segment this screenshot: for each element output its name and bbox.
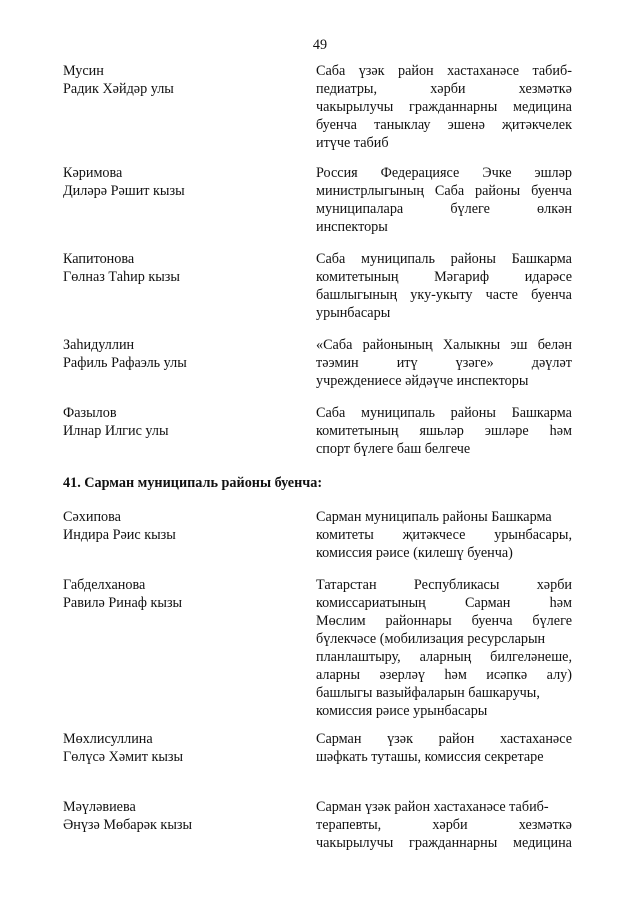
position-word: җитәкчелек	[502, 117, 572, 133]
person-name	[63, 62, 303, 98]
position-line	[316, 816, 572, 834]
position-word: районы	[450, 251, 496, 267]
position-word: итүче табиб	[316, 135, 389, 151]
position-word: Саба	[316, 251, 346, 267]
position-word: буенча	[531, 287, 572, 303]
position-word: комиссариатының	[316, 595, 426, 611]
position-description	[316, 576, 572, 720]
person-name-line: Заһидуллин	[63, 337, 135, 353]
position-line	[316, 576, 572, 594]
position-word: министрлыгының	[316, 183, 425, 199]
position-word: часте	[485, 287, 518, 303]
position-word: Башкарма	[511, 405, 572, 421]
position-line	[316, 182, 572, 200]
position-description	[316, 250, 572, 322]
position-word: хастаханәсе	[499, 731, 572, 747]
page-number: 49	[312, 37, 328, 53]
position-word: муниципалара	[316, 201, 404, 217]
position-word: «Саба	[316, 337, 353, 353]
position-word: үзәк	[358, 63, 385, 79]
position-line	[316, 702, 572, 720]
position-word: гражданнарны	[409, 835, 498, 851]
position-word: районының	[362, 337, 433, 353]
position-word: Башкарма	[511, 251, 572, 267]
position-word: Федерациясе	[380, 165, 460, 181]
position-line	[316, 372, 572, 390]
position-word: комитетының	[316, 423, 399, 439]
person-name-line: Гөлназ Таһир кызы	[63, 269, 180, 285]
position-line	[316, 304, 572, 322]
position-word: медицина	[513, 835, 572, 851]
person-name	[63, 798, 303, 834]
position-line	[316, 404, 572, 422]
position-line	[316, 268, 572, 286]
person-name	[63, 250, 303, 286]
position-line	[316, 200, 572, 218]
position-word: терапевты,	[316, 817, 382, 833]
position-word: әзерләү	[379, 667, 426, 683]
position-word: бүлеге	[450, 201, 490, 217]
person-name-line: Фазылов	[63, 405, 117, 421]
position-word: учреждениесе әйдәүче инспекторы	[316, 373, 529, 389]
position-line	[316, 134, 572, 152]
position-line	[316, 250, 572, 268]
position-word: алу)	[546, 667, 572, 683]
position-line	[316, 286, 572, 304]
person-name-line: Рафиль Рафаэль улы	[63, 355, 187, 371]
position-word: табиб-	[532, 63, 572, 79]
person-name	[63, 164, 303, 200]
position-word: уку-укыту	[410, 287, 473, 303]
position-word: район	[438, 731, 475, 747]
position-word: билгеләнеше,	[490, 649, 572, 665]
position-word: үзәге»	[455, 355, 494, 371]
position-word: районы	[450, 405, 496, 421]
position-word: Саба	[434, 183, 465, 199]
position-word: чакырылучы	[316, 99, 394, 115]
position-word: районы	[475, 183, 521, 199]
position-word: урынбасары	[316, 305, 391, 321]
position-word: бүлеге	[532, 613, 572, 629]
person-name-line: Капитонова	[63, 251, 135, 267]
position-word: буенча	[316, 117, 357, 133]
position-word: буенча	[471, 613, 513, 629]
position-word: шәфкать туташы, комиссия секретаре	[316, 749, 544, 765]
position-word: Сарман	[464, 595, 511, 611]
position-line	[316, 730, 572, 748]
position-line	[316, 218, 572, 236]
position-word: дәүләт	[531, 355, 572, 371]
person-name-line: Радик Хәйдәр улы	[63, 81, 174, 97]
position-line	[316, 336, 572, 354]
position-line	[316, 80, 572, 98]
person-name	[63, 508, 303, 544]
position-word: Саба	[316, 63, 346, 79]
position-description	[316, 336, 572, 390]
position-word: Мәгариф	[434, 269, 490, 285]
position-word: эш	[510, 337, 528, 353]
person-name-line: Әнүзә Мөбарәк кызы	[63, 817, 192, 833]
position-word: медицина	[513, 99, 572, 115]
person-name-line: Илнар Илгис улы	[63, 423, 169, 439]
position-word: муниципаль	[360, 251, 435, 267]
position-line	[316, 594, 572, 612]
person-name	[63, 336, 303, 372]
position-word: спорт бүлеге баш белгече	[316, 441, 471, 457]
position-word: һәм	[549, 423, 572, 439]
position-line	[316, 666, 572, 684]
position-line	[316, 630, 572, 648]
position-word: эшенә	[447, 117, 485, 133]
person-name	[63, 576, 303, 612]
position-word: хастаханәсе	[447, 63, 520, 79]
position-word: тәэмин	[316, 355, 359, 371]
person-name-line: Диләрә Рәшит кызы	[63, 183, 185, 199]
position-line	[316, 648, 572, 666]
position-word: үзәк	[387, 731, 413, 747]
position-line	[316, 834, 572, 852]
position-word: башлыгының	[316, 287, 398, 303]
position-word: башлыгы вазыйфаларын башкаручы,	[316, 685, 540, 701]
person-name-line: Мусин	[63, 63, 104, 79]
position-line	[316, 62, 572, 80]
position-word: Россия	[316, 165, 358, 181]
position-word: Сарман муниципаль районы Башкарма	[316, 509, 552, 525]
position-word: комитетының	[316, 269, 399, 285]
person-name-line: Мөхлисуллина	[63, 731, 153, 747]
position-line	[316, 116, 572, 134]
position-description	[316, 798, 572, 852]
position-word: районнары	[385, 613, 452, 629]
position-word: Сарман	[316, 731, 362, 747]
position-word: итү	[396, 355, 418, 371]
position-word: планлаштыру,	[316, 649, 401, 665]
position-word: Халыкны	[442, 337, 501, 353]
position-line	[316, 98, 572, 116]
position-word: Саба	[316, 405, 346, 421]
position-word: бүлекчәсе (мобилизация ресурсларын	[316, 631, 546, 647]
position-description	[316, 164, 572, 236]
position-line	[316, 164, 572, 182]
position-word: комиссия рәисе (килешү буенча)	[316, 545, 513, 561]
position-line	[316, 508, 572, 526]
person-name-line: Сәхипова	[63, 509, 121, 525]
position-word: район	[397, 63, 434, 79]
position-line	[316, 612, 572, 630]
person-name	[63, 730, 303, 766]
position-word: Татарстан	[316, 577, 377, 593]
person-name-line: Индира Рәис кызы	[63, 527, 176, 543]
position-line	[316, 684, 572, 702]
position-line	[316, 544, 572, 562]
position-line	[316, 422, 572, 440]
position-word: идарәсе	[524, 269, 572, 285]
position-word: хезмәткә	[518, 817, 572, 833]
position-word: комитеты	[316, 527, 374, 543]
position-word: өлкән	[537, 201, 572, 217]
position-word: хәрби	[432, 817, 468, 833]
position-description	[316, 404, 572, 458]
position-word: аларның	[419, 649, 472, 665]
position-word: муниципаль	[360, 405, 435, 421]
position-description	[316, 730, 572, 766]
person-name-line: Габделханова	[63, 577, 146, 593]
position-word: җитәкчесе	[402, 527, 466, 543]
person-name-line: Кәримова	[63, 165, 123, 181]
position-line	[316, 354, 572, 372]
position-word: буенча	[531, 183, 572, 199]
person-name-line: Мәүләвиева	[63, 799, 136, 815]
person-name-line: Равилә Ринаф кызы	[63, 595, 183, 611]
position-description	[316, 62, 572, 152]
position-word: чакырылучы	[316, 835, 394, 851]
position-line	[316, 798, 572, 816]
position-line	[316, 526, 572, 544]
position-word: белән	[537, 337, 572, 353]
position-word: педиатры,	[316, 81, 377, 97]
position-word: Сарман үзәк район хастаханәсе табиб-	[316, 799, 549, 815]
position-word: исәпкә	[486, 667, 528, 683]
position-word: Эчке	[482, 165, 512, 181]
position-word: һәм	[444, 667, 467, 683]
position-word: эшләре	[484, 423, 529, 439]
position-word: хәрби	[536, 577, 572, 593]
person-name-line: Гөлүсә Хәмит кызы	[63, 749, 184, 765]
position-word: урынбасары,	[494, 527, 572, 543]
position-word: эшләр	[534, 165, 572, 181]
position-word: Республикасы	[413, 577, 500, 593]
position-word: яшьләр	[419, 423, 464, 439]
position-word: хезмәткә	[518, 81, 572, 97]
position-description	[316, 508, 572, 562]
position-word: комиссия рәисе урынбасары	[316, 703, 488, 719]
position-word: таныклау	[374, 117, 431, 133]
section-heading: 41. Сарман муниципаль районы буенча:	[63, 475, 323, 491]
position-word: хәрби	[430, 81, 466, 97]
position-line	[316, 748, 572, 766]
person-name	[63, 404, 303, 440]
position-word: инспекторы	[316, 219, 388, 235]
position-word: һәм	[549, 595, 572, 611]
position-word: Мөслим	[316, 613, 366, 629]
position-word: аларны	[316, 667, 361, 683]
position-word: гражданнарны	[409, 99, 498, 115]
position-line	[316, 440, 572, 458]
